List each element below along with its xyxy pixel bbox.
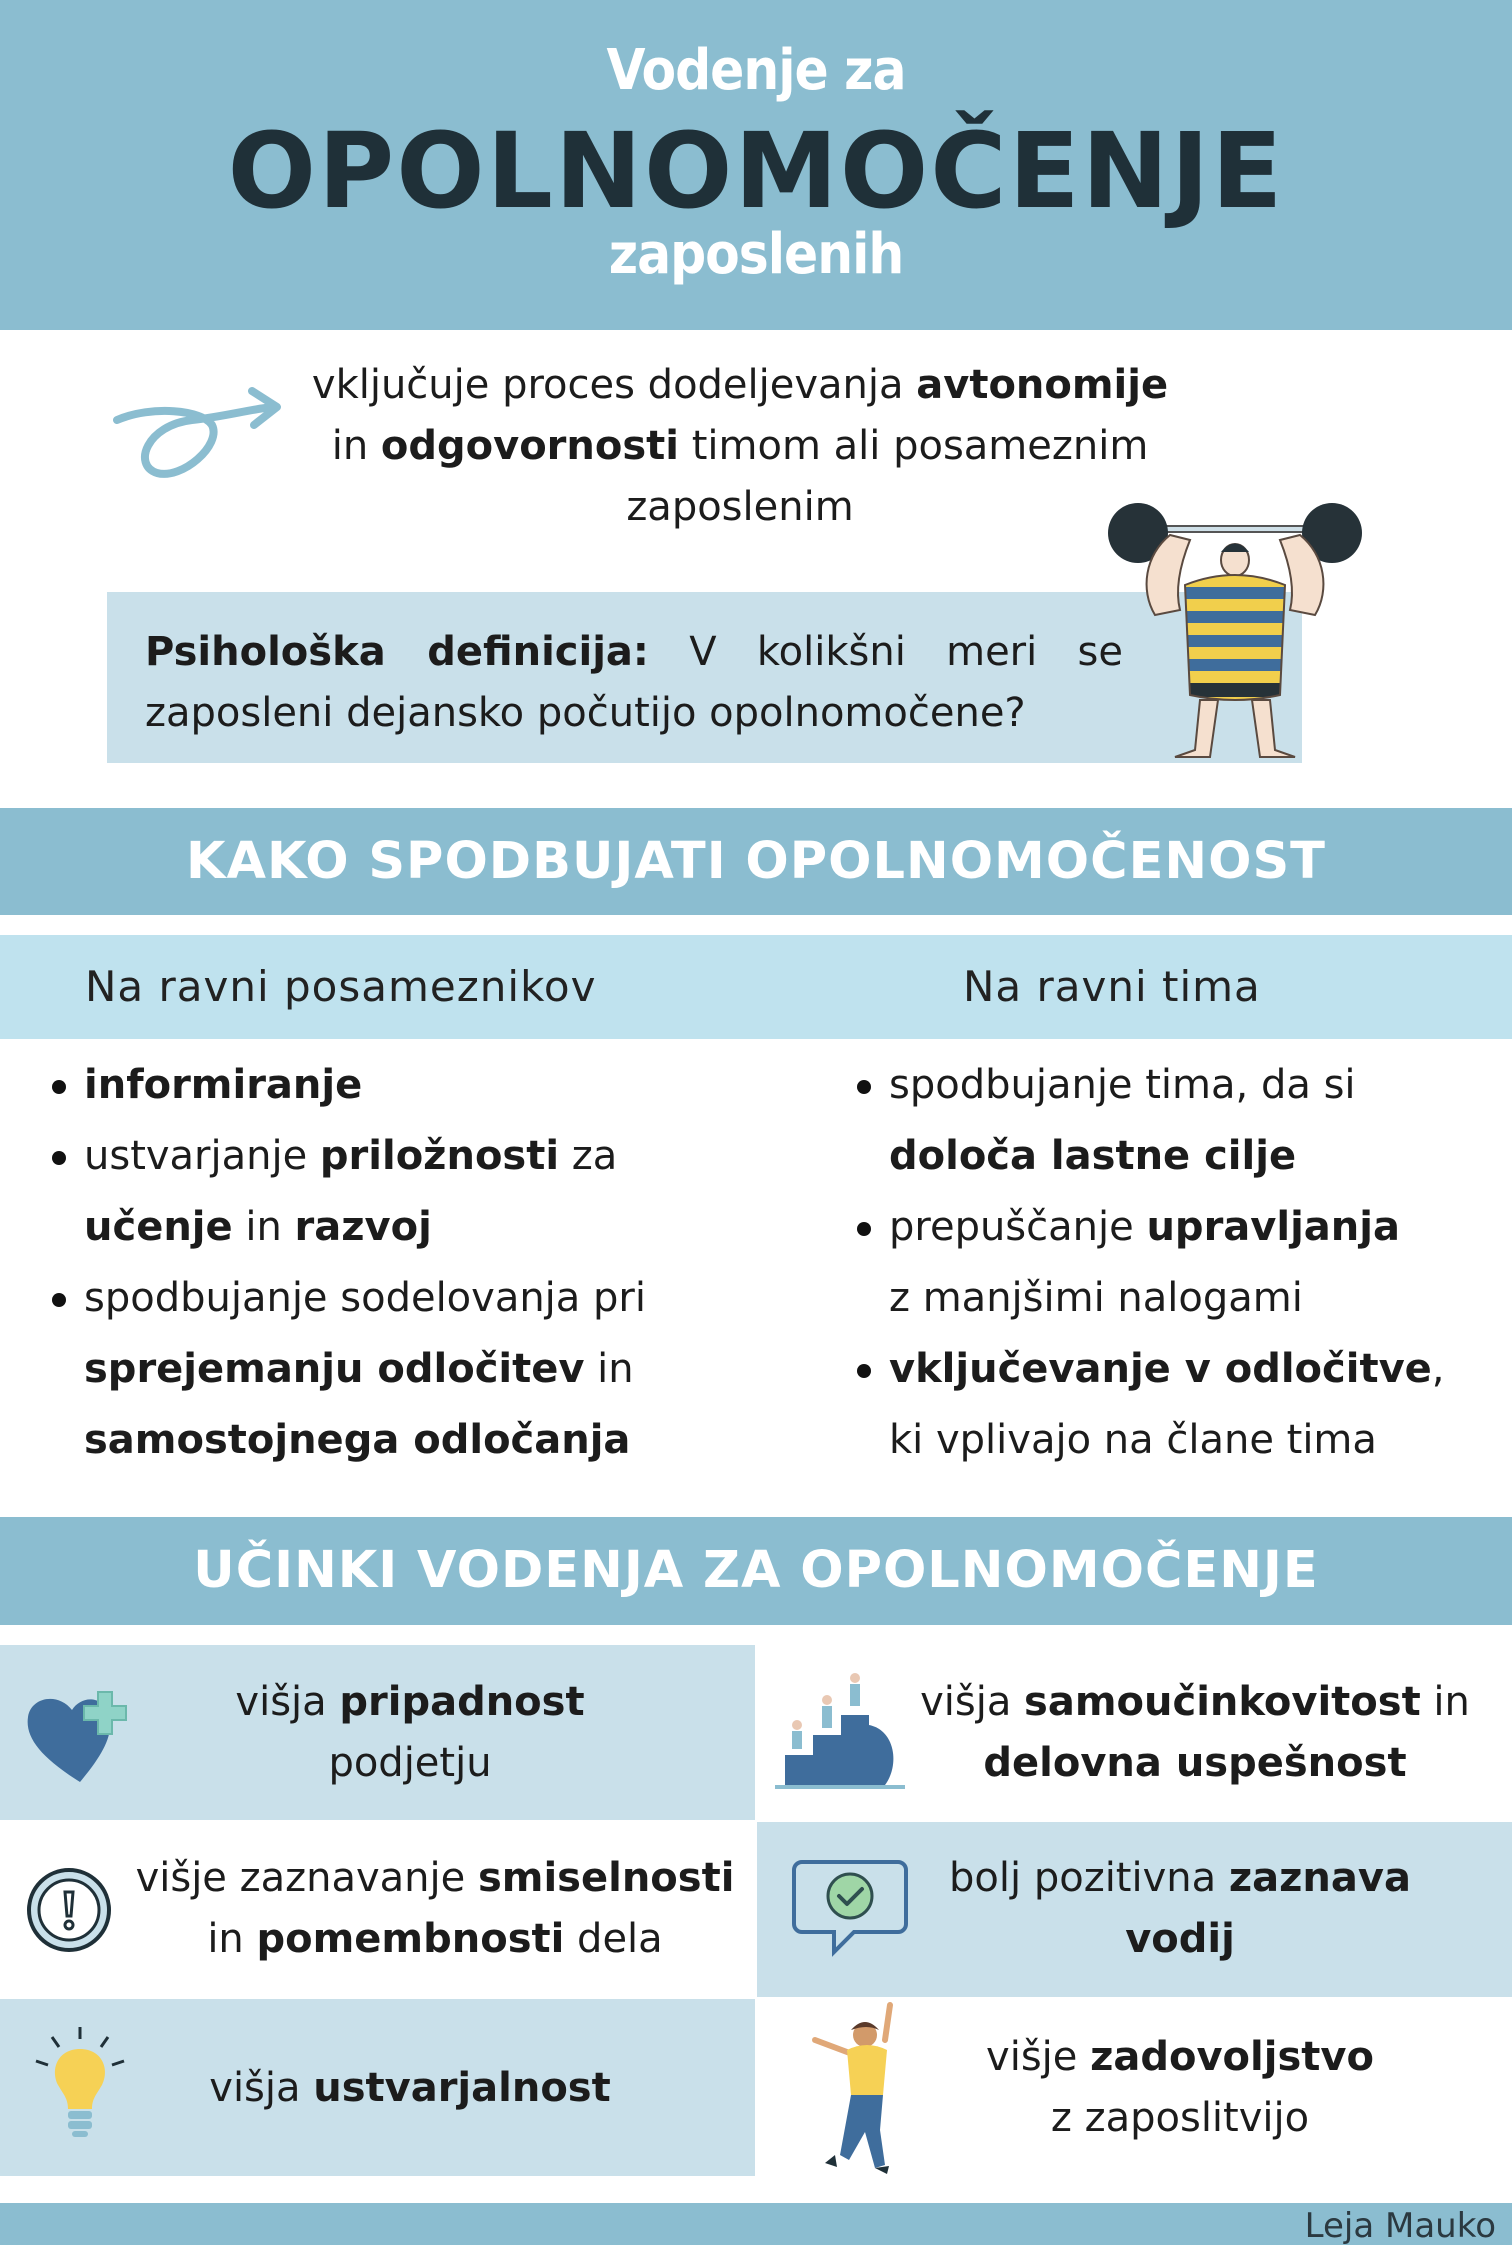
author-credit: Leja Mauko bbox=[1304, 2206, 1496, 2246]
podium-people-icon bbox=[775, 1670, 905, 1795]
strongman-illustration bbox=[1100, 495, 1370, 765]
effect-creativity-text: višja ustvarjalnost bbox=[209, 2065, 611, 2111]
list-item: prepuščanje upravljanja z manjšimi nalogami bbox=[849, 1192, 1469, 1334]
section-heading-effects: UČINKI VODENJA ZA OPOLNOMOČENJE bbox=[0, 1517, 1512, 1625]
check-speech-bubble-icon bbox=[790, 1858, 910, 1958]
heart-plus-icon bbox=[20, 1682, 140, 1792]
header-subtitle-top: Vodenje za bbox=[606, 38, 906, 103]
curly-arrow-icon bbox=[112, 385, 282, 485]
header-subtitle-bottom: zaposlenih bbox=[608, 222, 904, 287]
exclamation-circle-icon bbox=[24, 1865, 114, 1955]
effect-meaning-text: višje zaznavanje smiselnosti in pomembnosti dela bbox=[135, 1855, 735, 1962]
column-title-team: Na ravni tima bbox=[963, 962, 1261, 1011]
definition-text: Psihološka definicija: V kolikšni meri se zaposleni dejansko počutijo opolnomočene? bbox=[145, 629, 1123, 736]
footer-bar bbox=[0, 2203, 1512, 2245]
effect-leader-perception-text: bolj pozitivna zaznava vodij bbox=[949, 1855, 1411, 1962]
jumping-woman-illustration bbox=[805, 2000, 915, 2180]
effect-belonging-text: višja pripadnost podjetju bbox=[235, 1679, 585, 1786]
list-item: ustvarjanje priložnosti za učenje in razvoj bbox=[44, 1121, 724, 1263]
team-level-list bbox=[849, 1050, 1469, 1476]
section-heading-how: KAKO SPODBUJATI OPOLNOMOČENOST bbox=[0, 808, 1512, 915]
lightbulb-icon bbox=[30, 2025, 130, 2145]
list-item: informiranje bbox=[44, 1050, 724, 1121]
column-title-individual: Na ravni posameznikov bbox=[85, 962, 597, 1011]
list-item: vključevanje v odločitve, ki vplivajo na člane tima bbox=[849, 1334, 1469, 1476]
effect-satisfaction-text: višje zadovoljstvo z zaposlitvijo bbox=[986, 2034, 1374, 2141]
intro-text: vključuje proces dodeljevanja avtonomije in odgovornosti timom ali posameznim zaposlenim bbox=[311, 362, 1169, 530]
list-item: spodbujanje tima, da si določa lastne cilje bbox=[849, 1050, 1469, 1192]
effect-self-efficacy-text: višja samoučinkovitost in delovna uspešnost bbox=[920, 1679, 1470, 1786]
page-title: OPOLNOMOČENJE bbox=[227, 110, 1285, 232]
individual-level-list bbox=[44, 1050, 724, 1476]
list-item: spodbujanje sodelovanja pri sprejemanju odločitev in samostojnega odločanja bbox=[44, 1263, 724, 1476]
